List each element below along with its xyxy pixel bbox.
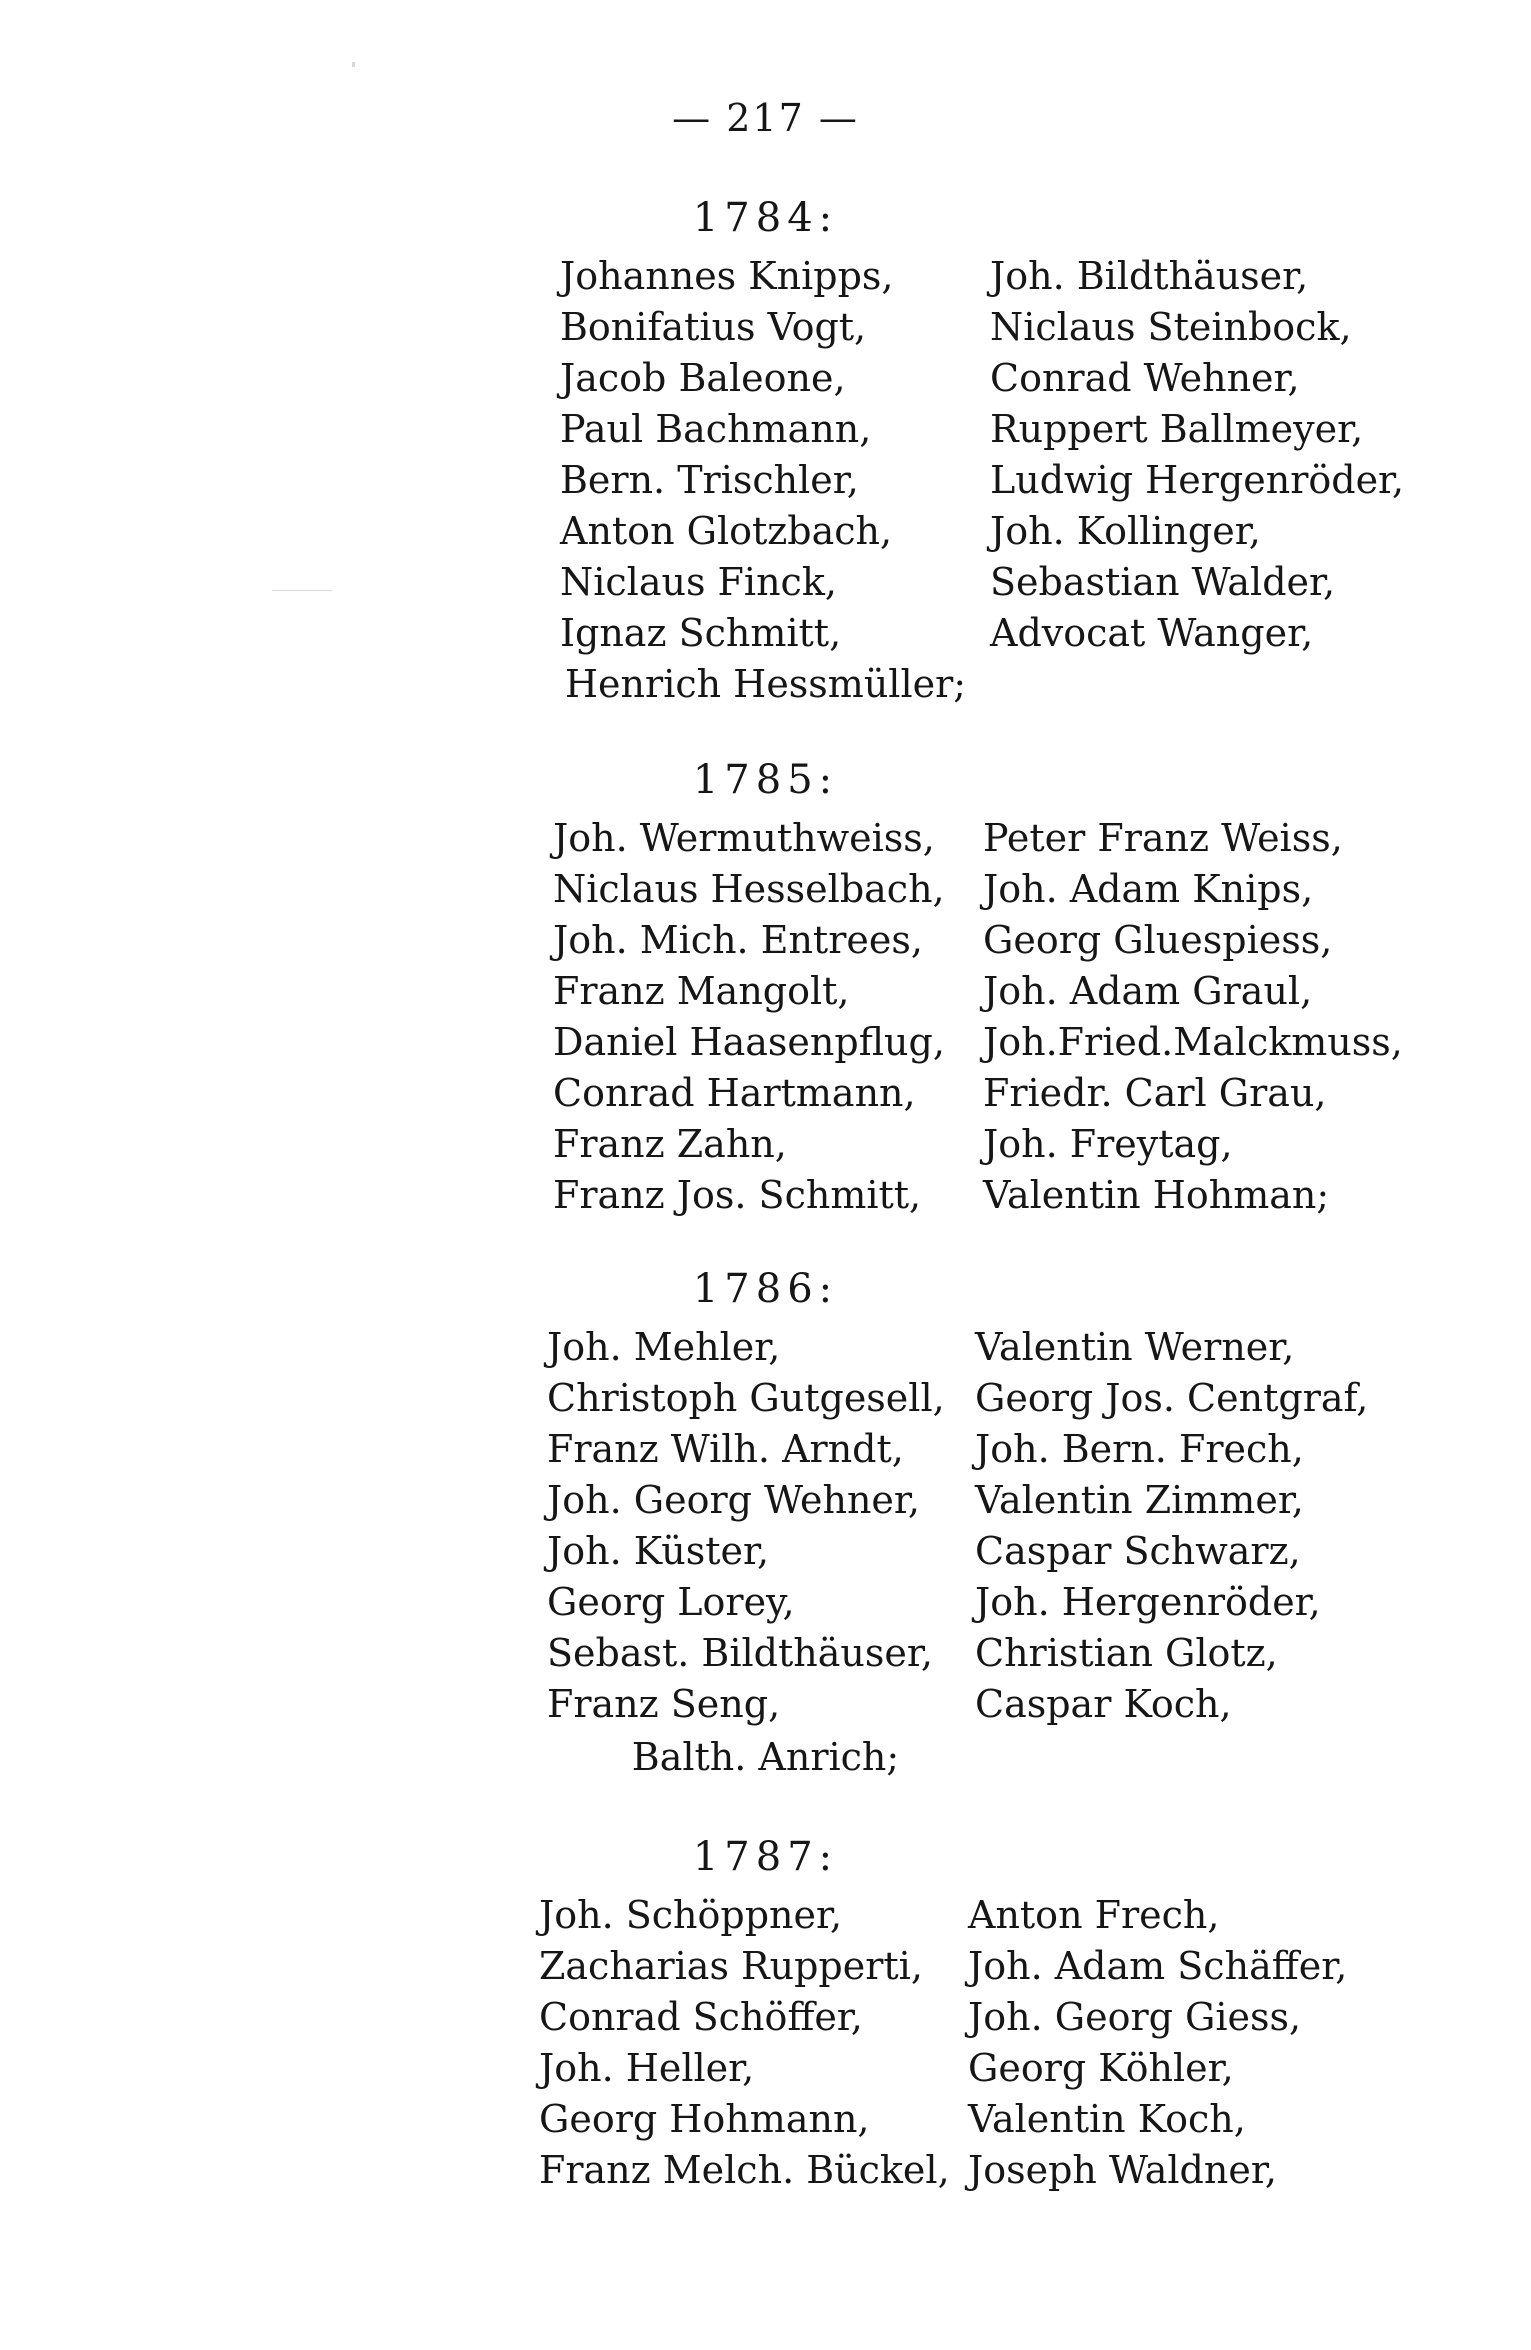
- name-entry: Joh. Kollinger,: [990, 509, 1261, 553]
- name-entry: Christoph Gutgesell,: [547, 1376, 945, 1420]
- name-entry: Anton Glotzbach,: [560, 509, 893, 553]
- name-entry: Georg Lorey,: [547, 1580, 795, 1624]
- name-entry: Niclaus Hesselbach,: [553, 867, 945, 911]
- name-entry: Niclaus Steinbock,: [990, 305, 1352, 349]
- name-entry: Franz Wilh. Arndt,: [547, 1427, 904, 1471]
- name-entry: Ludwig Hergenröder,: [990, 458, 1405, 502]
- left-column: [553, 813, 945, 1221]
- name-entry: Georg Köhler,: [968, 2046, 1234, 2090]
- name-entry: Franz Mangolt,: [553, 969, 850, 1013]
- name-entry: Joh. Schöppner,: [539, 1893, 843, 1937]
- name-entry: Niclaus Finck,: [560, 560, 837, 604]
- name-entry: Joh. Heller,: [539, 2046, 755, 2090]
- year-heading: 1787:: [692, 1834, 839, 1880]
- name-entry: Joh. Adam Schäffer,: [968, 1944, 1348, 1988]
- name-entry: Joh. Mehler,: [547, 1325, 781, 1369]
- right-column: [975, 1322, 1368, 1730]
- name-entry: Sebast. Bildthäuser,: [547, 1631, 933, 1675]
- name-entry: Valentin Koch,: [968, 2097, 1246, 2141]
- right-column: [990, 251, 1404, 659]
- name-entry: Conrad Wehner,: [990, 356, 1300, 400]
- section-1786: [0, 1266, 1531, 1786]
- scan-mark: [352, 62, 355, 67]
- name-entry: Joh. Bildthäuser,: [990, 254, 1309, 298]
- name-entry: Christian Glotz,: [975, 1631, 1278, 1675]
- year-heading: 1785:: [692, 757, 839, 803]
- name-entry: Ignaz Schmitt,: [560, 611, 842, 655]
- name-entry: Joh. Mich. Entrees,: [553, 918, 923, 962]
- name-entry: Ruppert Ballmeyer,: [990, 407, 1364, 451]
- name-entry: Peter Franz Weiss,: [983, 816, 1343, 860]
- name-entry: Georg Gluespiess,: [983, 918, 1333, 962]
- closing-name: Henrich Hessmüller;: [564, 662, 967, 706]
- name-entry: Conrad Hartmann,: [553, 1071, 916, 1115]
- name-entry: Joh. Adam Graul,: [983, 969, 1313, 1013]
- section-1784: [0, 195, 1531, 715]
- name-entry: Sebastian Walder,: [990, 560, 1336, 604]
- name-entry: Caspar Schwarz,: [975, 1529, 1301, 1573]
- name-entry: Joh. Hergenröder,: [975, 1580, 1321, 1624]
- left-column: [539, 1890, 950, 2196]
- name-entry: Joh. Wermuthweiss,: [553, 816, 935, 860]
- closing-name: Balth. Anrich;: [631, 1735, 900, 1779]
- name-entry: Valentin Zimmer,: [975, 1478, 1304, 1522]
- name-entry: Joh.Fried.Malckmuss,: [983, 1020, 1403, 1064]
- left-column: [560, 251, 894, 659]
- name-entry: Franz Jos. Schmitt,: [553, 1173, 922, 1217]
- name-entry: Bern. Trischler,: [560, 458, 859, 502]
- name-entry: Daniel Haasenpflug,: [553, 1020, 945, 1064]
- name-entry: Franz Zahn,: [553, 1122, 787, 1166]
- name-entry: Valentin Werner,: [975, 1325, 1295, 1369]
- name-entry: Conrad Schöffer,: [539, 1995, 863, 2039]
- name-entry: Paul Bachmann,: [560, 407, 872, 451]
- right-column: [983, 813, 1403, 1221]
- name-entry: Joseph Waldner,: [968, 2148, 1277, 2192]
- name-entry: Bonifatius Vogt,: [560, 305, 867, 349]
- name-entry: Anton Frech,: [968, 1893, 1220, 1937]
- name-entry: Franz Seng,: [547, 1682, 781, 1726]
- name-entry: Franz Melch. Bückel,: [539, 2148, 950, 2192]
- section-1787: [0, 1834, 1531, 2214]
- name-entry: Zacharias Rupperti,: [539, 1944, 923, 1988]
- name-entry: Joh. Bern. Frech,: [975, 1427, 1304, 1471]
- name-entry: Friedr. Carl Grau,: [983, 1071, 1327, 1115]
- name-entry: Johannes Knipps,: [560, 254, 894, 298]
- year-heading: 1786:: [692, 1266, 839, 1312]
- name-entry: Advocat Wanger,: [990, 611, 1314, 655]
- name-entry: Joh. Freytag,: [983, 1122, 1233, 1166]
- section-1785: [0, 757, 1531, 1227]
- name-entry: Joh. Küster,: [547, 1529, 770, 1573]
- left-column: [547, 1322, 945, 1730]
- name-entry: Jacob Baleone,: [560, 356, 846, 400]
- name-entry: Joh. Georg Wehner,: [547, 1478, 920, 1522]
- name-entry: Georg Hohmann,: [539, 2097, 870, 2141]
- right-column: [968, 1890, 1347, 2196]
- name-entry: Valentin Hohman;: [983, 1173, 1330, 1217]
- year-heading: 1784:: [692, 195, 839, 241]
- page-number: — 217 —: [672, 96, 859, 140]
- name-entry: Georg Jos. Centgraf,: [975, 1376, 1369, 1420]
- name-entry: Joh. Georg Giess,: [968, 1995, 1302, 2039]
- name-entry: Joh. Adam Knips,: [983, 867, 1314, 911]
- name-entry: Caspar Koch,: [975, 1682, 1232, 1726]
